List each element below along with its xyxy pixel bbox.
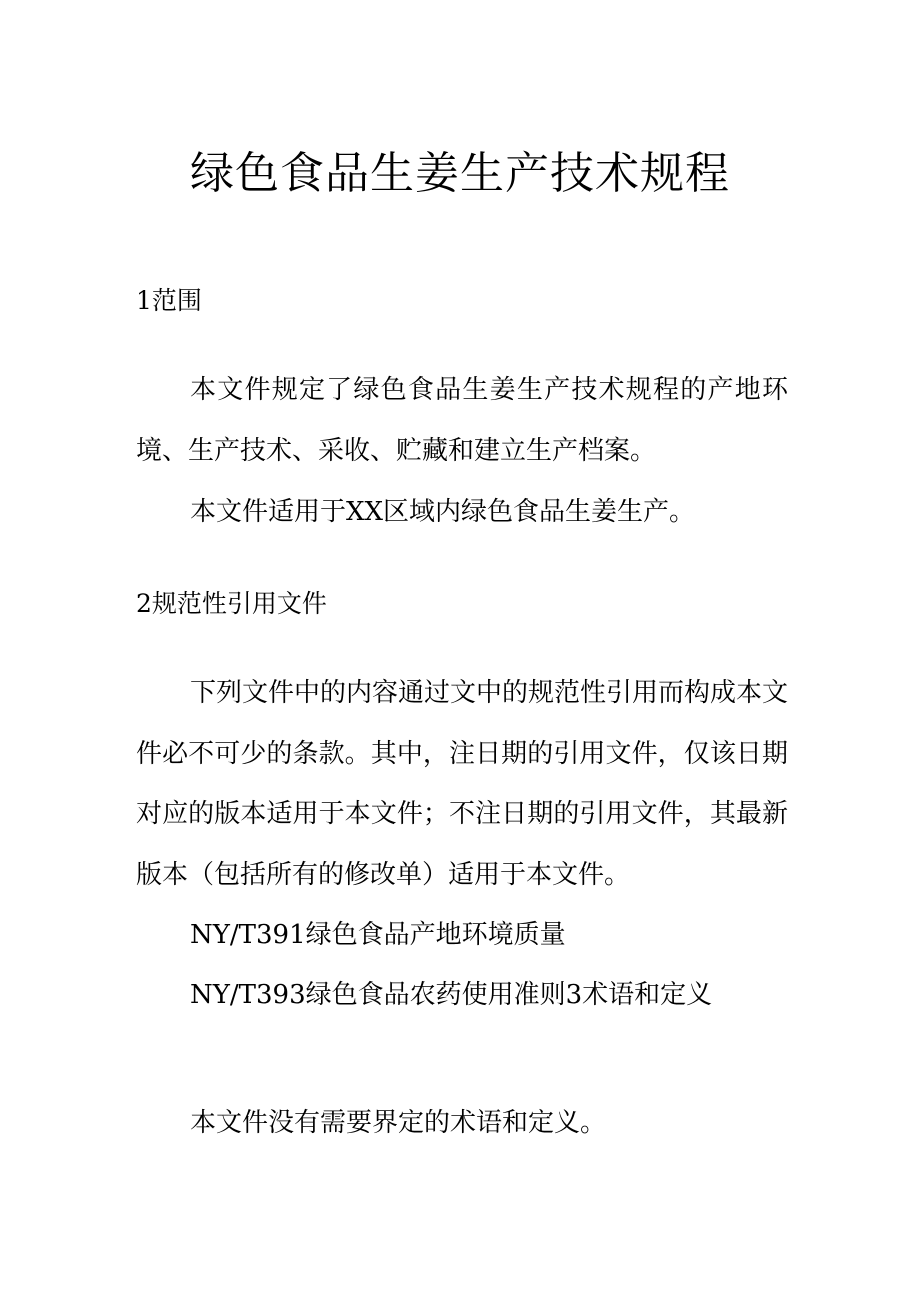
reference-item-ny-t393: NY/T393绿色食品农药使用准则3术语和定义 xyxy=(190,980,713,1010)
scope-paragraph-1: 本文件规定了绿色食品生姜生产技术规程的产地环境、生产技术、采收、贮藏和建立生产档案。 xyxy=(136,375,788,466)
document-title: 绿色食品生姜生产技术规程 xyxy=(190,148,730,199)
references-paragraph: 下列文件中的内容通过文中的规范性引用而构成本文件必不可少的条款。其中，注日期的引用文件，仅该日期对应的版本适用于本文件；不注日期的引用文件，其最新版本（包括所有的修改单）适用于本文件。 xyxy=(136,678,789,890)
scope-paragraph-2: 本文件适用于XX区域内绿色食品生姜生产。 xyxy=(190,497,696,527)
section-heading-scope: 1范围 xyxy=(136,286,202,315)
section-heading-normative-references: 2规范性引用文件 xyxy=(136,589,327,618)
reference-item-ny-t391: NY/T391绿色食品产地环境质量 xyxy=(190,920,566,950)
terms-paragraph: 本文件没有需要界定的术语和定义。 xyxy=(190,1108,607,1138)
